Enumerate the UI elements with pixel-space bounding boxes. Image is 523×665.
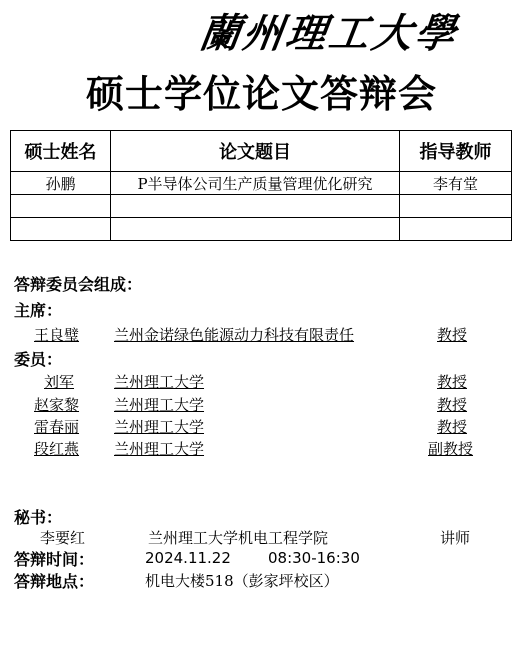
member-title: 教授 xyxy=(437,373,468,391)
defense-time: 08:30-16:30 xyxy=(268,549,360,567)
thesis-info-table xyxy=(10,130,512,241)
supervisor-cell: 李有堂 xyxy=(400,172,512,195)
member-organization: 兰州理工大学 xyxy=(114,373,205,391)
member-title: 教授 xyxy=(437,418,468,436)
member-organization: 兰州理工大学 xyxy=(114,440,205,458)
thesis-title-cell xyxy=(111,195,400,218)
defense-date: 2024.11.22 xyxy=(145,549,231,567)
member-name: 雷春丽 xyxy=(34,418,80,436)
chair-organization: 兰州金诺绿色能源动力科技有限责任 xyxy=(114,326,355,344)
supervisor-cell xyxy=(400,218,512,241)
university-logo: 蘭州理工大學 xyxy=(196,10,462,57)
column-header-supervisor: 指导教师 xyxy=(400,131,512,172)
member-name: 刘军 xyxy=(44,373,75,391)
column-header-student-name: 硕士姓名 xyxy=(11,131,111,172)
column-header-thesis-title: 论文题目 xyxy=(111,131,400,172)
table-row xyxy=(11,172,512,195)
thesis-title-cell xyxy=(111,218,400,241)
defense-place: 机电大楼518（彭家坪校区） xyxy=(145,572,339,590)
member-name: 赵家黎 xyxy=(34,396,80,414)
committee-heading: 答辩委员会组成： xyxy=(14,275,143,294)
table-row xyxy=(11,218,512,241)
secretary-title: 讲师 xyxy=(440,529,471,547)
thesis-title-cell: P半导体公司生产质量管理优化研究 xyxy=(111,172,400,195)
member-title: 教授 xyxy=(437,396,468,414)
member-name: 段红燕 xyxy=(34,440,80,458)
members-label: 委员： xyxy=(14,350,63,369)
member-organization: 兰州理工大学 xyxy=(114,418,205,436)
member-title: 副教授 xyxy=(428,440,474,458)
chair-title: 教授 xyxy=(437,326,468,344)
defense-place-label: 答辩地点： xyxy=(14,572,95,591)
chair-label: 主席： xyxy=(14,301,63,320)
secretary-organization: 兰州理工大学机电工程学院 xyxy=(148,529,329,547)
student-name-cell xyxy=(11,218,111,241)
secretary-label: 秘书： xyxy=(14,508,63,527)
supervisor-cell xyxy=(400,195,512,218)
defense-time-label: 答辩时间： xyxy=(14,550,95,569)
table-row xyxy=(11,195,512,218)
student-name-cell xyxy=(11,195,111,218)
table-header-row xyxy=(11,131,512,172)
student-name-cell: 孙鹏 xyxy=(11,172,111,195)
member-organization: 兰州理工大学 xyxy=(114,396,205,414)
chair-name: 王良璧 xyxy=(34,326,80,344)
secretary-name: 李要红 xyxy=(40,529,86,547)
page-title: 硕士学位论文答辩会 xyxy=(85,71,437,116)
